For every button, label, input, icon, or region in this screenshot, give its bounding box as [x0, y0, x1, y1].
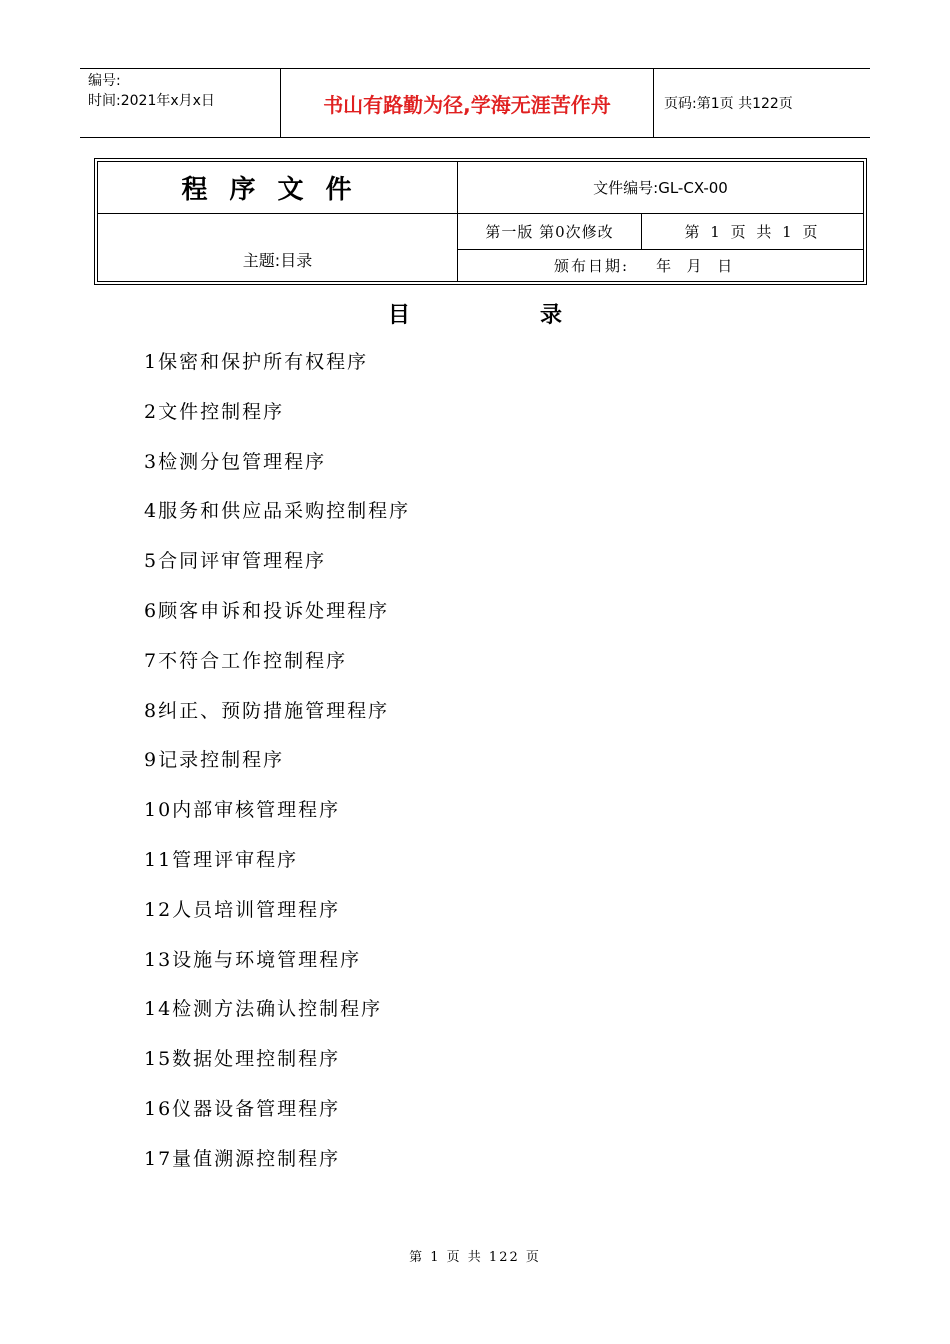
toc-item: 8纠正、预防措施管理程序	[144, 699, 390, 722]
toc-item: 12人员培训管理程序	[144, 898, 341, 921]
header-meta	[80, 69, 281, 137]
document-control-table	[94, 158, 867, 285]
document-version: 第一版 第0次修改	[458, 214, 642, 250]
number-label: 编号:	[88, 73, 121, 89]
toc-item: 5合同评审管理程序	[144, 550, 327, 573]
toc-item: 4服务和供应品采购控制程序	[144, 500, 411, 523]
toc-list	[144, 342, 410, 1189]
header-motto: 书山有路勤为径,学海无涯苦作舟	[281, 69, 654, 137]
toc-item: 6顾客申诉和投诉处理程序	[144, 599, 390, 622]
toc-item: 7不符合工作控制程序	[144, 649, 348, 672]
page-header	[80, 68, 870, 138]
toc-item: 9记录控制程序	[144, 749, 285, 772]
toc-heading	[0, 298, 950, 329]
document-number: 文件编号:GL-CX-00	[458, 162, 863, 214]
toc-item: 14检测方法确认控制程序	[144, 998, 383, 1021]
header-page-info: 页码:第1页 共122页	[664, 96, 793, 112]
page-footer: 第 1 页 共 122 页	[409, 1250, 541, 1265]
toc-item: 17量值溯源控制程序	[144, 1147, 341, 1170]
document-subject: 主题:目录	[98, 214, 458, 281]
issue-date: 颁布日期: 年 月 日	[554, 257, 735, 275]
toc-item: 11管理评审程序	[144, 848, 299, 871]
toc-heading-right: 录	[540, 303, 563, 328]
time-label: 时间:2021年x月x日	[88, 93, 215, 109]
document-title: 程序文件	[98, 162, 458, 214]
toc-item: 10内部审核管理程序	[144, 799, 341, 822]
document-page: 第 1 页 共 1 页	[642, 214, 863, 250]
toc-item: 3检测分包管理程序	[144, 450, 327, 473]
toc-item: 1保密和保护所有权程序	[144, 351, 369, 373]
document-control-inner	[97, 161, 864, 282]
toc-item: 15数据处理控制程序	[144, 1048, 341, 1071]
toc-item: 16仪器设备管理程序	[144, 1097, 341, 1120]
toc-heading-left: 目	[387, 303, 410, 328]
toc-item: 2文件控制程序	[144, 400, 285, 423]
toc-item: 13设施与环境管理程序	[144, 948, 362, 971]
